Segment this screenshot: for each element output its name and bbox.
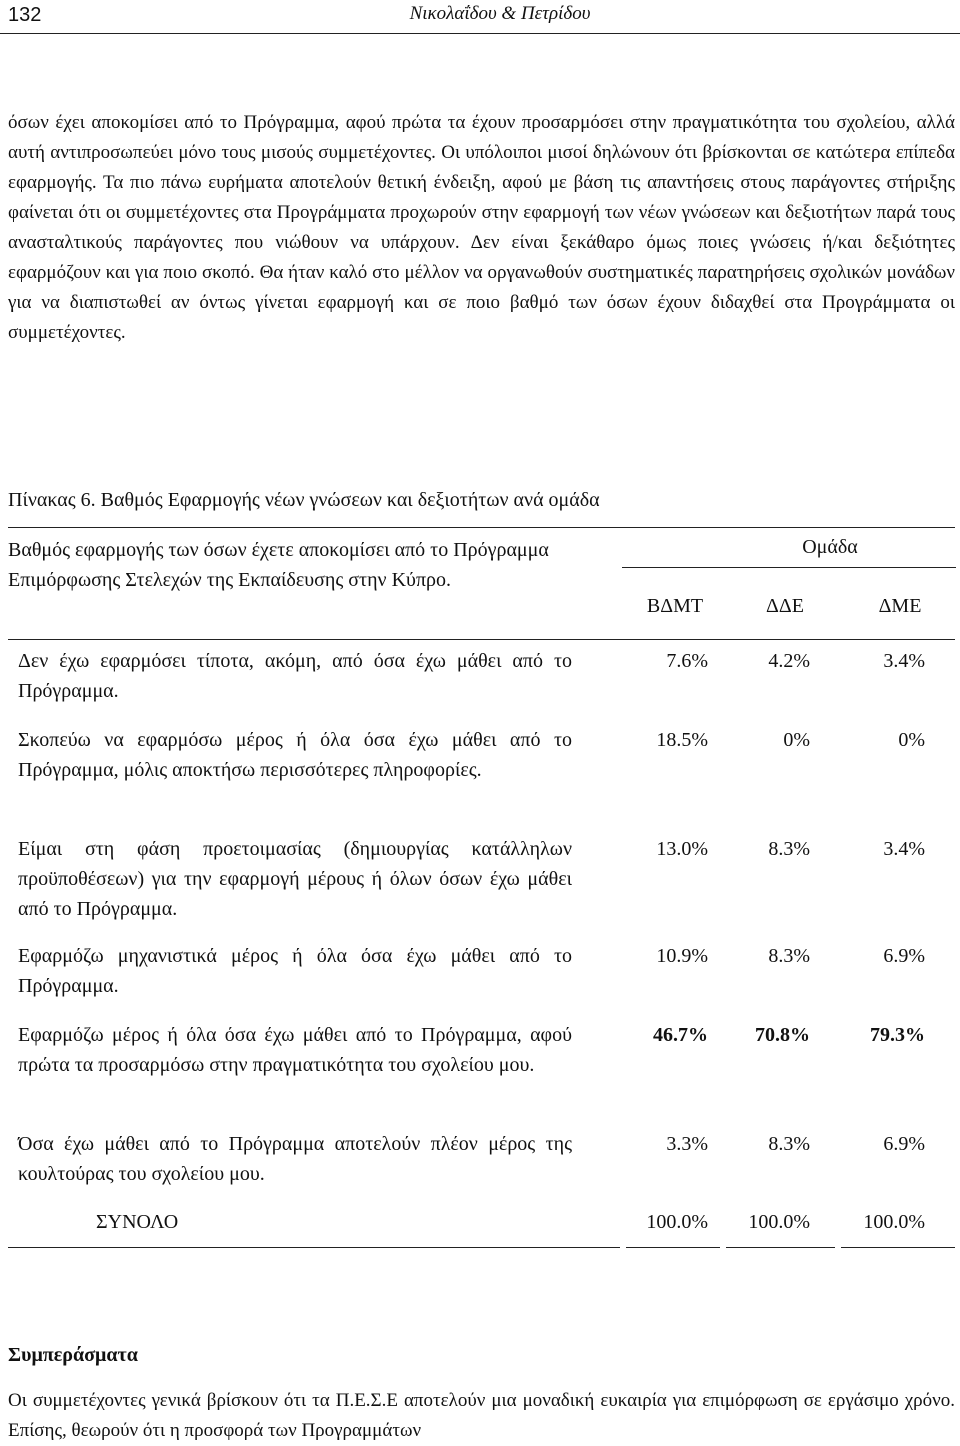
row-label: Δεν έχω εφαρμόσει τίποτα, ακόμη, από όσα έχω μάθει από το Πρόγραμμα. — [18, 650, 572, 702]
cell-dme: 3.4% — [883, 650, 925, 672]
row-label: Όσα έχω μάθει από το Πρόγραμμα αποτελούν πλέον μέρος της κουλτούρας του σχολείου μου. — [18, 1133, 572, 1185]
cell-bdmt: 13.0% — [656, 838, 708, 860]
table-bottom-rule — [726, 1247, 835, 1248]
column-header-dme: ΔΜΕ — [878, 595, 922, 617]
table-caption: Πίνακας 6. Βαθμός Εφαρμογής νέων γνώσεων και δεξιοτήτων ανά ομάδα — [8, 489, 600, 511]
header-rule — [0, 33, 960, 34]
table-group-header: Ομάδα — [802, 536, 858, 558]
body-paragraph: όσων έχει αποκομίσει από το Πρόγραμμα, αφού πρώτα τα έχουν προσαρμόσει στην πραγματικότητα του σχολείου, αλλά αυτή αντιπροσωπεύει μόνο τους μισούς συμμετέχοντες. Οι υπόλοιποι μισοί δηλώνουν ότι βρίσκονται σε κατώτερα επίπεδα εφαρμογής. Τα πιο πάνω ευρήματα αποτελούν θετική ένδειξη, αφού με βάση τις απαντήσεις στους παράγοντες στήριξης φαίνεται ότι οι συμμετέχοντες στα Προγράμματα προχωρούν στην εφαρμογή των νέων γνώσεων και δεξιοτήτων παρά τους ανασταλτικούς παράγοντες που νιώθουν να υπάρχουν. Δεν είναι ξεκάθαρο όμως ποιες γνώσεις ή/και δεξιότητες εφαρμόζουν και για ποιο σκοπό. Θα ήταν καλό στο μέλλον να οργανωθούν συστηματικές παρατηρήσεις σχολικών μονάδων για να διαπιστωθεί αν όντως γίνεται εφαρμογή και σε ποιο βαθμό των όσων έχουν διδαχθεί στα Προγράμματα οι συμμετέχοντες. — [8, 112, 955, 343]
total-dme: 100.0% — [863, 1211, 925, 1233]
table-bottom-rule — [626, 1247, 720, 1248]
total-label: ΣΥΝΟΛΟ — [96, 1211, 179, 1233]
table-top-rule — [8, 527, 955, 528]
cell-bdmt: 10.9% — [656, 945, 708, 967]
table-bottom-rule — [8, 1247, 620, 1248]
cell-dme: 6.9% — [883, 945, 925, 967]
cell-dde: 0% — [783, 729, 810, 751]
table-header-description: Βαθμός εφαρμογής των όσων έχετε αποκομίσει από το Πρόγραμμα Επιμόρφωσης Στελεχών της Εκπαίδευσης στην Κύπρο. — [8, 539, 549, 591]
section-heading: Συμπεράσματα — [8, 1344, 138, 1366]
cell-bdmt: 3.3% — [666, 1133, 708, 1155]
total-dde: 100.0% — [748, 1211, 810, 1233]
page-header — [0, 0, 960, 36]
cell-dde: 8.3% — [768, 945, 810, 967]
cell-dme: 6.9% — [883, 1133, 925, 1155]
group-header-rule — [622, 567, 956, 568]
header-bottom-rule — [8, 639, 955, 640]
cell-bdmt: 7.6% — [666, 650, 708, 672]
row-label: Εφαρμόζω μέρος ή όλα όσα έχω μάθει από το Πρόγραμμα, αφού πρώτα τα προσαρμόσω στην πραγματικότητα του σχολείου μου. — [18, 1024, 572, 1076]
row-label: Εφαρμόζω μηχανιστικά μέρος ή όλα όσα έχω μάθει από το Πρόγραμμα. — [18, 945, 572, 997]
row-label: Σκοπεύω να εφαρμόσω μέρος ή όλα όσα έχω μάθει από το Πρόγραμμα, μόλις αποκτήσω περισσότερες πληροφορίες. — [18, 729, 572, 781]
row-label: Είμαι στη φάση προετοιμασίας (δημιουργίας κατάλληλων προϋποθέσεων) για την εφαρμογή μέρους ή όλων όσων έχω μάθει από το Πρόγραμμα. — [18, 838, 572, 920]
cell-dme: 3.4% — [883, 838, 925, 860]
page-number: 132 — [8, 4, 42, 26]
cell-dde: 8.3% — [768, 838, 810, 860]
conclusions-paragraph: Οι συμμετέχοντες γενικά βρίσκουν ότι τα Π.Ε.Σ.Ε αποτελούν μια μοναδική ευκαιρία για επιμόρφωση σε εργάσιμο χρόνο. Επίσης, θεωρούν ότι η προσφορά των Προγραμμάτων — [8, 1390, 955, 1441]
column-header-dde: ΔΔΕ — [766, 595, 804, 617]
cell-bdmt: 46.7% — [653, 1024, 708, 1046]
cell-dme: 0% — [898, 729, 925, 751]
cell-dme: 79.3% — [870, 1024, 925, 1046]
column-header-bdmt: ΒΔΜΤ — [646, 595, 704, 617]
running-head: Νικολαΐδου & Πετρίδου — [409, 3, 591, 24]
cell-dde: 70.8% — [755, 1024, 810, 1046]
cell-dde: 4.2% — [768, 650, 810, 672]
total-bdmt: 100.0% — [646, 1211, 708, 1233]
cell-dde: 8.3% — [768, 1133, 810, 1155]
table-bottom-rule — [841, 1247, 955, 1248]
cell-bdmt: 18.5% — [656, 729, 708, 751]
